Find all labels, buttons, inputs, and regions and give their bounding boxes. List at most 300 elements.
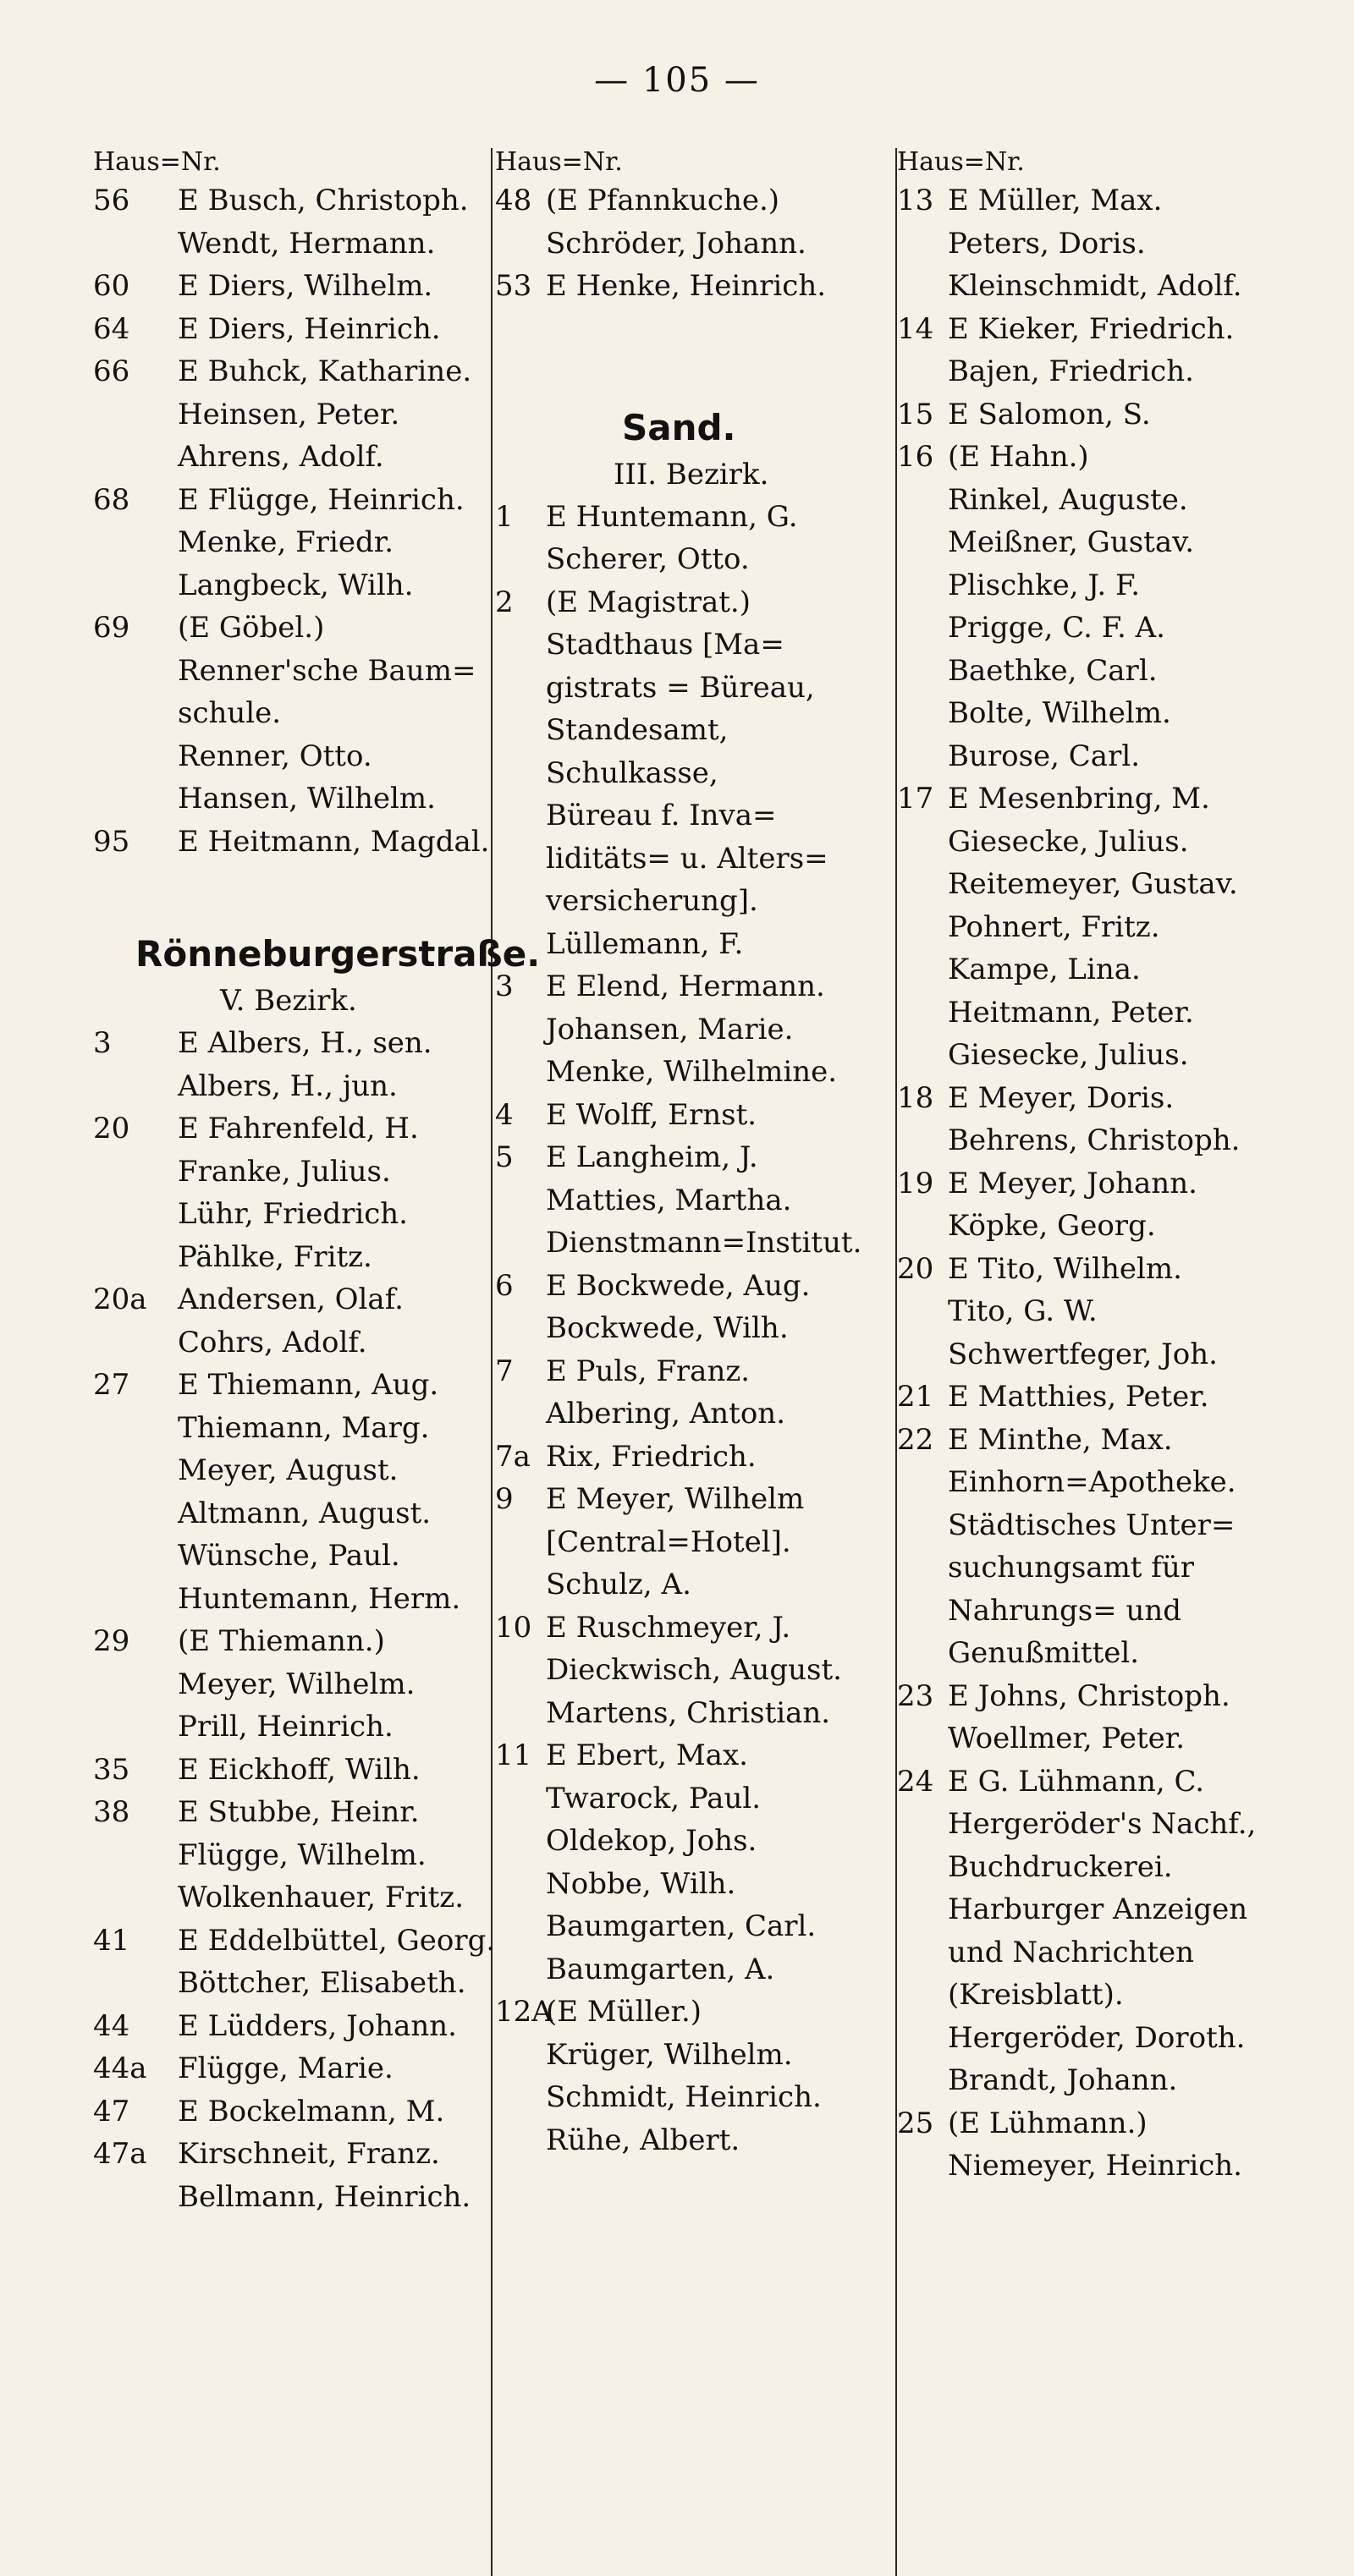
directory-entry (93, 1492, 491, 1535)
house-number: 12A (495, 1995, 553, 2029)
directory-entry (495, 1607, 901, 1650)
directory-entry (495, 923, 901, 966)
resident-name: E Tito, Wilhelm. (948, 1251, 1182, 1286)
resident-name: Prill, Heinrich. (178, 1710, 394, 1744)
house-number: 68 (93, 482, 130, 517)
directory-entry (495, 496, 901, 539)
directory-entry (897, 222, 1329, 266)
directory-entry (93, 1193, 491, 1236)
resident-name: Hansen, Wilhelm. (178, 782, 436, 816)
directory-entry (93, 1535, 491, 1578)
directory-entry (495, 1563, 901, 1607)
directory-entry (93, 1578, 491, 1621)
directory-entry (93, 265, 491, 308)
directory-entry (897, 479, 1329, 522)
directory-entry (495, 1478, 901, 1521)
directory-entry (93, 1321, 491, 1365)
resident-name: schule. (178, 696, 282, 730)
street-heading: Rönneburgerstraße. (135, 933, 541, 975)
house-number: 41 (93, 1923, 130, 1958)
directory-entry (93, 2176, 491, 2219)
directory-entry (495, 1179, 901, 1222)
resident-name: Dieckwisch, August. (546, 1653, 842, 1687)
directory-entry (495, 2076, 901, 2119)
column-3 (897, 146, 1329, 2188)
directory-entry (93, 564, 491, 607)
resident-name: Rix, Friedrich. (546, 1439, 757, 1474)
resident-name: E Meyer, Doris. (948, 1080, 1175, 1115)
resident-name: gistrats = Büreau, (546, 670, 815, 705)
directory-entry (897, 1205, 1329, 1248)
directory-entry (93, 607, 491, 650)
house-number: 44 (93, 2008, 130, 2043)
resident-name: Rühe, Albert. (546, 2123, 740, 2157)
directory-entry (897, 1119, 1329, 1162)
house-number-header: Haus=Nr. (93, 147, 221, 177)
resident-name: Huntemann, Herm. (178, 1581, 461, 1616)
directory-entry (93, 521, 491, 564)
resident-name: Cohrs, Adolf. (178, 1325, 367, 1359)
house-number: 1 (495, 499, 514, 534)
directory-entry (897, 1504, 1329, 1547)
resident-name: E Matthies, Peter. (948, 1380, 1209, 1414)
resident-name: E Albers, H., sen. (178, 1026, 432, 1060)
resident-name: Schmidt, Heinrich. (546, 2080, 822, 2114)
resident-name: Büreau f. Inva= (546, 799, 777, 832)
resident-name: Altmann, August. (178, 1496, 432, 1530)
resident-name: E Ebert, Max. (546, 1738, 748, 1772)
resident-name: und Nachrichten (948, 1935, 1195, 1969)
directory-entry (897, 607, 1329, 650)
resident-name: E Flügge, Heinrich. (178, 482, 465, 517)
resident-name: Kampe, Lina. (948, 953, 1141, 986)
directory-entry (93, 1449, 491, 1492)
house-number: 18 (897, 1080, 934, 1115)
directory-entry (495, 581, 901, 624)
house-number-header: Haus=Nr. (495, 147, 623, 177)
directory-entry (93, 1151, 491, 1194)
resident-name: Meyer, August. (178, 1453, 399, 1487)
resident-name: Lüllemann, F. (546, 926, 744, 961)
directory-entry (897, 393, 1329, 437)
resident-name: Flügge, Marie. (178, 2051, 394, 2085)
directory-entry (495, 794, 901, 838)
directory-entry (897, 777, 1329, 821)
directory-entry (897, 1248, 1329, 1291)
resident-name: Renner, Otto. (178, 739, 372, 773)
directory-entry (897, 863, 1329, 906)
resident-name: Ahrens, Adolf. (178, 440, 384, 474)
directory-entry (495, 265, 901, 308)
resident-name: Krüger, Wilhelm. (546, 2037, 793, 2072)
directory-entry (897, 1461, 1329, 1504)
resident-name: Lühr, Friedrich. (178, 1197, 408, 1231)
directory-entry (897, 2102, 1329, 2145)
house-number: 44a (93, 2051, 147, 2085)
directory-entry (93, 1749, 491, 1792)
directory-entry (897, 692, 1329, 735)
directory-entry (495, 1777, 901, 1821)
resident-name: (E Thiemann.) (178, 1624, 385, 1658)
directory-entry (495, 538, 901, 581)
house-number: 29 (93, 1624, 130, 1658)
resident-name: E Ruschmeyer, J. (546, 1610, 791, 1645)
directory-entry (93, 2090, 491, 2134)
directory-entry (495, 623, 901, 667)
house-number-header: Haus=Nr. (897, 147, 1025, 177)
directory-entry (93, 179, 491, 222)
resident-name: Dienstmann=Institut. (546, 1226, 862, 1260)
resident-name: Bellmann, Heinrich. (178, 2179, 471, 2214)
directory-entry (93, 436, 491, 479)
house-number: 5 (495, 1140, 514, 1174)
resident-name: E Puls, Franz. (546, 1354, 751, 1388)
directory-entry (897, 1803, 1329, 1846)
directory-entry (897, 1333, 1329, 1376)
directory-entry (93, 2133, 491, 2176)
district-label: III. Bezirk. (614, 457, 769, 492)
directory-entry (495, 222, 901, 266)
directory-entry (897, 1632, 1329, 1675)
resident-name: E Buhck, Katharine. (178, 354, 472, 388)
resident-name: Genußmittel. (948, 1636, 1140, 1670)
column-2 (495, 146, 901, 2161)
resident-name: (E Müller.) (546, 1995, 702, 2029)
directory-entry (93, 1065, 491, 1108)
directory-entry (495, 1136, 901, 1179)
directory-entry (897, 308, 1329, 351)
directory-entry (495, 1649, 901, 1692)
resident-name: Meißner, Gustav. (948, 525, 1195, 559)
resident-name: (E Magistrat.) (546, 585, 751, 619)
directory-entry (897, 650, 1329, 693)
directory-entry (93, 735, 491, 778)
directory-entry (897, 735, 1329, 778)
resident-name: E Salomon, S. (948, 397, 1151, 431)
district-label: V. Bezirk. (220, 984, 357, 1018)
directory-entry (897, 906, 1329, 949)
resident-name: (E Hahn.) (948, 440, 1089, 474)
house-number: 95 (93, 824, 130, 859)
spacer (495, 308, 901, 403)
resident-name: Heitmann, Peter. (948, 995, 1194, 1030)
house-number: 24 (897, 1764, 934, 1799)
directory-entry (897, 948, 1329, 991)
directory-entry (897, 1034, 1329, 1077)
directory-entry (93, 2047, 491, 2090)
directory-entry (93, 1920, 496, 1963)
resident-name: Albering, Anton. (546, 1397, 786, 1431)
resident-name: Plischke, J. F. (948, 568, 1141, 602)
resident-name: Tito, G. W. (948, 1294, 1098, 1328)
directory-entry (93, 777, 491, 821)
resident-name: Twarock, Paul. (546, 1781, 762, 1815)
resident-name: Andersen, Olaf. (178, 1283, 404, 1316)
directory-entry (897, 1290, 1329, 1333)
resident-name: Johansen, Marie. (546, 1012, 794, 1046)
directory-entry (495, 1521, 901, 1564)
resident-name: Niemeyer, Heinrich. (948, 2149, 1242, 2183)
resident-name: E Bockwede, Aug. (546, 1268, 811, 1303)
directory-entry (897, 1717, 1329, 1760)
directory-entry (495, 838, 901, 881)
resident-name: E Kieker, Friedrich. (948, 311, 1235, 346)
resident-name: versicherung]. (546, 884, 758, 918)
house-number: 19 (897, 1166, 934, 1200)
directory-entry (93, 1364, 491, 1407)
resident-name: Albers, H., jun. (178, 1068, 398, 1103)
resident-name: Thiemann, Marg. (178, 1410, 430, 1445)
house-number: 7 (495, 1354, 514, 1388)
resident-name: E Thiemann, Aug. (178, 1368, 439, 1402)
resident-name: Rinkel, Auguste. (948, 482, 1188, 517)
house-number: 16 (897, 440, 934, 474)
directory-entry (93, 821, 491, 864)
directory-entry (93, 2005, 491, 2048)
directory-entry (897, 1846, 1329, 1889)
resident-name: Böttcher, Elisabeth. (178, 1966, 466, 2000)
resident-name: E Busch, Christoph. (178, 184, 469, 217)
directory-entry (93, 1834, 491, 1877)
directory-entry (897, 2017, 1329, 2060)
directory-entry (495, 1392, 901, 1436)
directory-entry (495, 1905, 901, 1948)
directory-entry (495, 667, 901, 710)
resident-name: Reitemeyer, Gustav. (948, 867, 1238, 901)
resident-name: (Kreisblatt). (948, 1978, 1124, 2012)
resident-name: Harburger Anzeigen (948, 1892, 1248, 1926)
resident-name: Brandt, Johann. (948, 2063, 1178, 2097)
house-number: 38 (93, 1795, 130, 1829)
resident-name: E Müller, Max. (948, 184, 1163, 217)
directory-entry (495, 752, 901, 795)
resident-name: Menke, Wilhelmine. (546, 1055, 838, 1089)
directory-entry (897, 179, 1329, 222)
resident-name: Stadthaus [Ma= (546, 628, 784, 662)
directory-entry (495, 1307, 901, 1350)
resident-name: Hergeröder's Nachf., (948, 1807, 1257, 1841)
directory-entry (897, 1888, 1329, 1931)
resident-name: E Diers, Wilhelm. (178, 269, 433, 303)
resident-name: (E Pfannkuche.) (546, 184, 780, 217)
house-number: 23 (897, 1678, 934, 1713)
resident-name: Scherer, Otto. (546, 542, 750, 576)
house-number: 3 (495, 969, 514, 1003)
directory-entry (93, 1620, 491, 1663)
house-number: 3 (93, 1026, 112, 1060)
directory-entry (897, 1419, 1329, 1462)
house-number: 21 (897, 1380, 934, 1414)
resident-name: Schulz, A. (546, 1568, 691, 1601)
directory-entry (93, 308, 491, 351)
directory-entry (897, 1760, 1329, 1804)
directory-entry (897, 2059, 1329, 2102)
directory-entry (495, 1948, 901, 1991)
directory-entry (93, 1407, 491, 1450)
resident-name: Flügge, Wilhelm. (178, 1837, 427, 1872)
directory-entry (897, 1376, 1329, 1419)
resident-name: Schulkasse, (546, 755, 718, 790)
resident-name: Kleinschmidt, Adolf. (948, 269, 1242, 303)
house-number: 47 (93, 2094, 130, 2128)
directory-entry (495, 2034, 901, 2077)
directory-entry (897, 1675, 1329, 1718)
resident-name: Baumgarten, A. (546, 1952, 775, 1986)
house-number: 56 (93, 184, 130, 217)
resident-name: E Meyer, Wilhelm (546, 1482, 805, 1516)
house-number: 10 (495, 1610, 532, 1645)
resident-name: E Mesenbring, M. (948, 782, 1210, 816)
resident-name: Städtisches Unter= (948, 1508, 1236, 1542)
resident-name: Franke, Julius. (178, 1154, 391, 1189)
directory-entry (897, 991, 1329, 1035)
directory-entry (897, 564, 1329, 607)
directory-entry (93, 393, 491, 437)
house-number: 47a (93, 2137, 147, 2171)
resident-name: E Diers, Heinrich. (178, 311, 441, 346)
resident-name: Matties, Martha. (546, 1183, 792, 1217)
directory-entry (93, 1278, 491, 1321)
house-number: 4 (495, 1097, 514, 1132)
house-number: 64 (93, 311, 130, 346)
resident-name: Martens, Christian. (546, 1695, 831, 1730)
resident-name: Heinsen, Peter. (178, 397, 400, 431)
resident-name: Standesamt, (546, 713, 729, 747)
house-number: 2 (495, 585, 514, 619)
house-number: 13 (897, 184, 934, 217)
house-number: 27 (93, 1368, 130, 1402)
resident-name: Pählke, Fritz. (178, 1239, 372, 1274)
house-number: 48 (495, 184, 532, 217)
resident-name: Pohnert, Fritz. (948, 909, 1160, 944)
resident-name: Hergeröder, Doroth. (948, 2020, 1246, 2055)
directory-entry (495, 1350, 901, 1393)
directory-entry (495, 1734, 901, 1777)
directory-entry (897, 436, 1329, 479)
directory-entry (93, 1107, 491, 1151)
resident-name: E Stubbe, Heinr. (178, 1795, 420, 1829)
resident-name: Schröder, Johann. (546, 226, 806, 261)
resident-name: Einhorn=Apotheke. (948, 1465, 1236, 1499)
house-number: 6 (495, 1268, 514, 1303)
resident-name: Burose, Carl. (948, 739, 1141, 773)
directory-entry (93, 692, 491, 735)
resident-name: E G. Lühmann, C. (948, 1764, 1205, 1799)
directory-entry (897, 2145, 1329, 2188)
resident-name: Prigge, C. F. A. (948, 611, 1165, 645)
resident-name: Kirschneit, Franz. (178, 2137, 440, 2171)
directory-entry (93, 222, 491, 266)
house-number: 35 (93, 1752, 130, 1787)
directory-entry (93, 1705, 491, 1749)
directory-entry (495, 1008, 901, 1052)
house-number: 22 (897, 1422, 934, 1457)
resident-name: E Wolff, Ernst. (546, 1097, 757, 1132)
directory-entry (495, 1692, 901, 1735)
resident-name: Bolte, Wilhelm. (948, 696, 1171, 730)
directory-entry (897, 265, 1329, 308)
directory-entry (897, 1974, 1329, 2017)
directory-entry (897, 521, 1329, 564)
spacer (93, 863, 491, 929)
resident-name: Renner'sche Baum= (178, 653, 476, 688)
house-number: 14 (897, 311, 934, 346)
resident-name: Peters, Doris. (948, 226, 1146, 261)
house-number: 69 (93, 611, 130, 645)
directory-entry (495, 880, 901, 923)
house-number: 66 (93, 354, 130, 388)
house-number: 15 (897, 397, 934, 431)
house-number: 7a (495, 1439, 531, 1474)
resident-name: suchungsamt für (948, 1551, 1195, 1585)
directory-entry (495, 1051, 901, 1094)
page-number: — 105 — (594, 61, 760, 100)
directory-entry (495, 1991, 901, 2034)
street-heading: Sand. (622, 406, 736, 448)
resident-name: E Bockelmann, M. (178, 2094, 445, 2128)
resident-name: Menke, Friedr. (178, 525, 394, 559)
directory-entry (897, 1590, 1329, 1633)
directory-entry (93, 1791, 491, 1834)
directory-entry (93, 479, 491, 522)
resident-name: E Eickhoff, Wilh. (178, 1752, 421, 1787)
resident-name: Wünsche, Paul. (178, 1539, 400, 1573)
directory-entry (897, 1077, 1329, 1120)
resident-name: Baumgarten, Carl. (546, 1909, 817, 1943)
directory-entry (897, 1546, 1329, 1590)
resident-name: E Elend, Hermann. (546, 969, 825, 1003)
resident-name: Wolkenhauer, Fritz. (178, 1881, 465, 1914)
directory-entry (897, 821, 1329, 864)
directory-entry (495, 2119, 901, 2162)
house-number: 20a (93, 1283, 147, 1316)
resident-name: Wendt, Hermann. (178, 226, 436, 261)
resident-name: Nahrungs= und (948, 1593, 1182, 1628)
house-number: 60 (93, 269, 130, 303)
resident-name: Bockwede, Wilh. (546, 1311, 789, 1345)
column-divider (491, 148, 493, 2576)
resident-name: Behrens, Christoph. (948, 1123, 1241, 1157)
resident-name: Schwertfeger, Joh. (948, 1337, 1218, 1371)
resident-name: Langbeck, Wilh. (178, 568, 414, 602)
resident-name: (E Göbel.) (178, 611, 325, 645)
directory-entry (897, 1931, 1329, 1975)
house-number: 25 (897, 2106, 934, 2140)
directory-entry (897, 350, 1329, 393)
resident-name: Baethke, Carl. (948, 653, 1158, 688)
directory-entry (495, 1094, 901, 1137)
resident-name: Nobbe, Wilh. (546, 1866, 736, 1901)
house-number: 20 (93, 1112, 130, 1145)
directory-entry (93, 350, 491, 393)
resident-name: E Langheim, J. (546, 1140, 758, 1174)
directory-entry (495, 709, 901, 752)
house-number: 9 (495, 1482, 514, 1516)
resident-name: E Johns, Christoph. (948, 1678, 1230, 1713)
house-number: 53 (495, 269, 532, 303)
resident-name: E Fahrenfeld, H. (178, 1112, 419, 1145)
resident-name: Giesecke, Julius. (948, 1038, 1189, 1072)
resident-name: Köpke, Georg. (948, 1209, 1156, 1243)
directory-entry (495, 1265, 901, 1308)
directory-entry (495, 179, 901, 222)
resident-name: E Meyer, Johann. (948, 1166, 1197, 1200)
directory-entry (897, 1162, 1329, 1206)
directory-entry (495, 1863, 901, 1906)
resident-name: Bajen, Friedrich. (948, 354, 1194, 388)
resident-name: Meyer, Wilhelm. (178, 1667, 416, 1701)
directory-entry (93, 1663, 491, 1706)
